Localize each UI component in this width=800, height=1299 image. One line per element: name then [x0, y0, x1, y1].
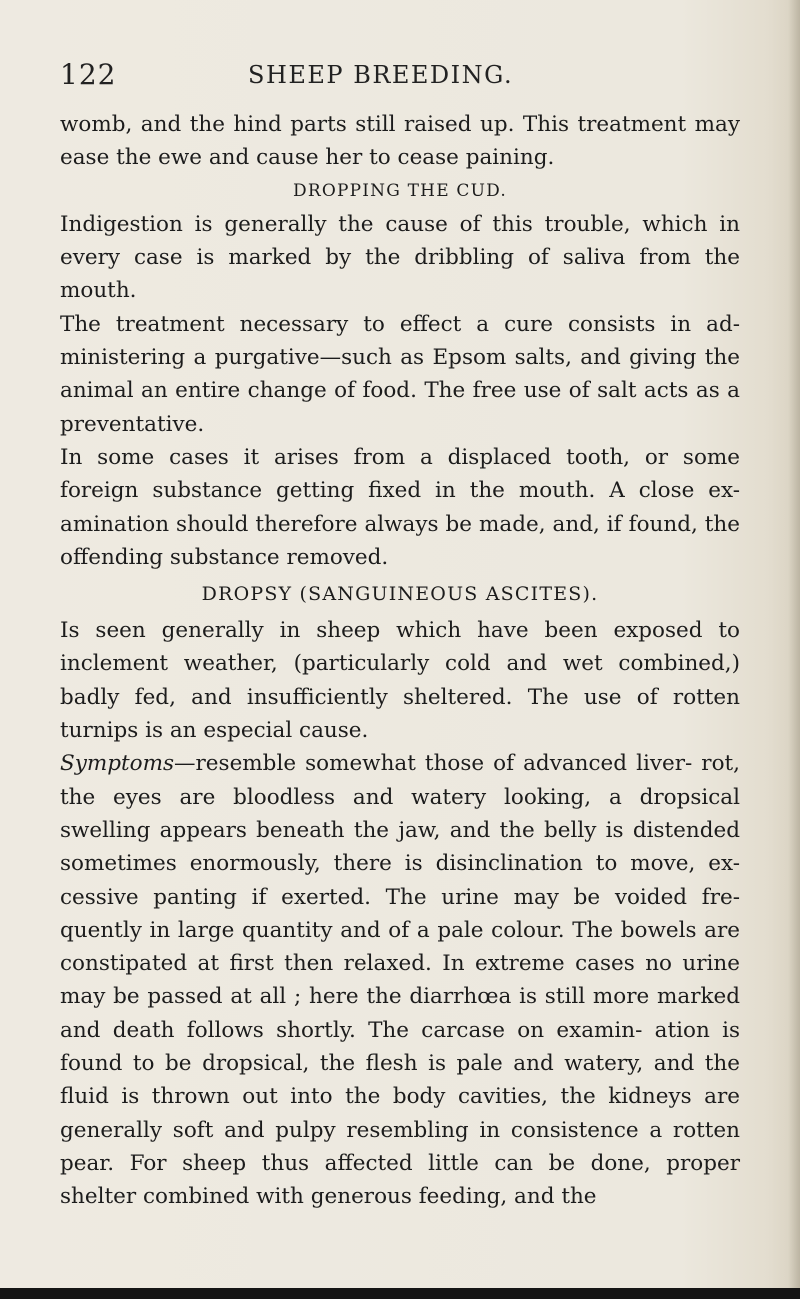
paragraph-treatment: The treatment necessary to effect a cure consists in ad- ministering a purgative—such as Epsom salts, and giving the animal an entire change of food. The free use of salt acts as a preventative.	[60, 311, 740, 437]
symptoms-lead: Symptoms	[60, 751, 175, 777]
symptoms-text: —resemble somewhat those of advanced liver- rot, the eyes are bloodless and watery looking, a dropsical swelling appears beneath the jaw, and the belly is distended sometimes enormously, there is disinclination to move, ex- cessive panting if exerted. The urine may be voided fre- quently in large quantity and of a pale colour. The bowels are constipated at first then relaxed. In extreme cases no urine may be passed at all ; here the diarrhœa is still more marked and death follows shortly. The carcase on examin- ation is found to be dropsical, the flesh is pale and watery, and the fluid is thrown out into the body cavities, the kidneys are generally soft and pulpy resembling in consistence a rotten pear. For sheep thus affected little can be done, proper shelter combined with generous feeding, and the	[60, 751, 740, 1210]
heading-dropping-the-cud: DROPPING THE CUD.	[293, 180, 507, 201]
running-head: SHEEP BREEDING.	[248, 61, 514, 89]
paragraph-dropsy-cause: Is seen generally in sheep which have been exposed to inclement weather, (particularly cold and wet combined,) badly fed, and insufficiently sheltered. The use of rotten turnips is an especial cause.	[60, 618, 740, 744]
page-header	[60, 58, 740, 98]
paragraph-symptoms	[60, 747, 740, 1213]
bottom-border	[0, 1288, 800, 1299]
body-text	[60, 108, 740, 1214]
paragraph-displaced-tooth: In some cases it arises from a displaced tooth, or some foreign substance getting fixed in the mouth. A close ex- amination should therefore always be made, and, if found, the offending substance removed.	[60, 444, 740, 570]
paragraph-womb: womb, and the hind parts still raised up. This treatment may ease the ewe and cause her to cease paining.	[60, 112, 740, 171]
paragraph-indigestion: Indigestion is generally the cause of this trouble, which in every case is marked by the dribbling of saliva from the mouth.	[60, 211, 740, 304]
heading-dropsy: DROPSY (SANGUINEOUS ASCITES).	[201, 583, 599, 606]
page-edge-shadow	[788, 0, 800, 1299]
page-number: 122	[60, 58, 117, 91]
